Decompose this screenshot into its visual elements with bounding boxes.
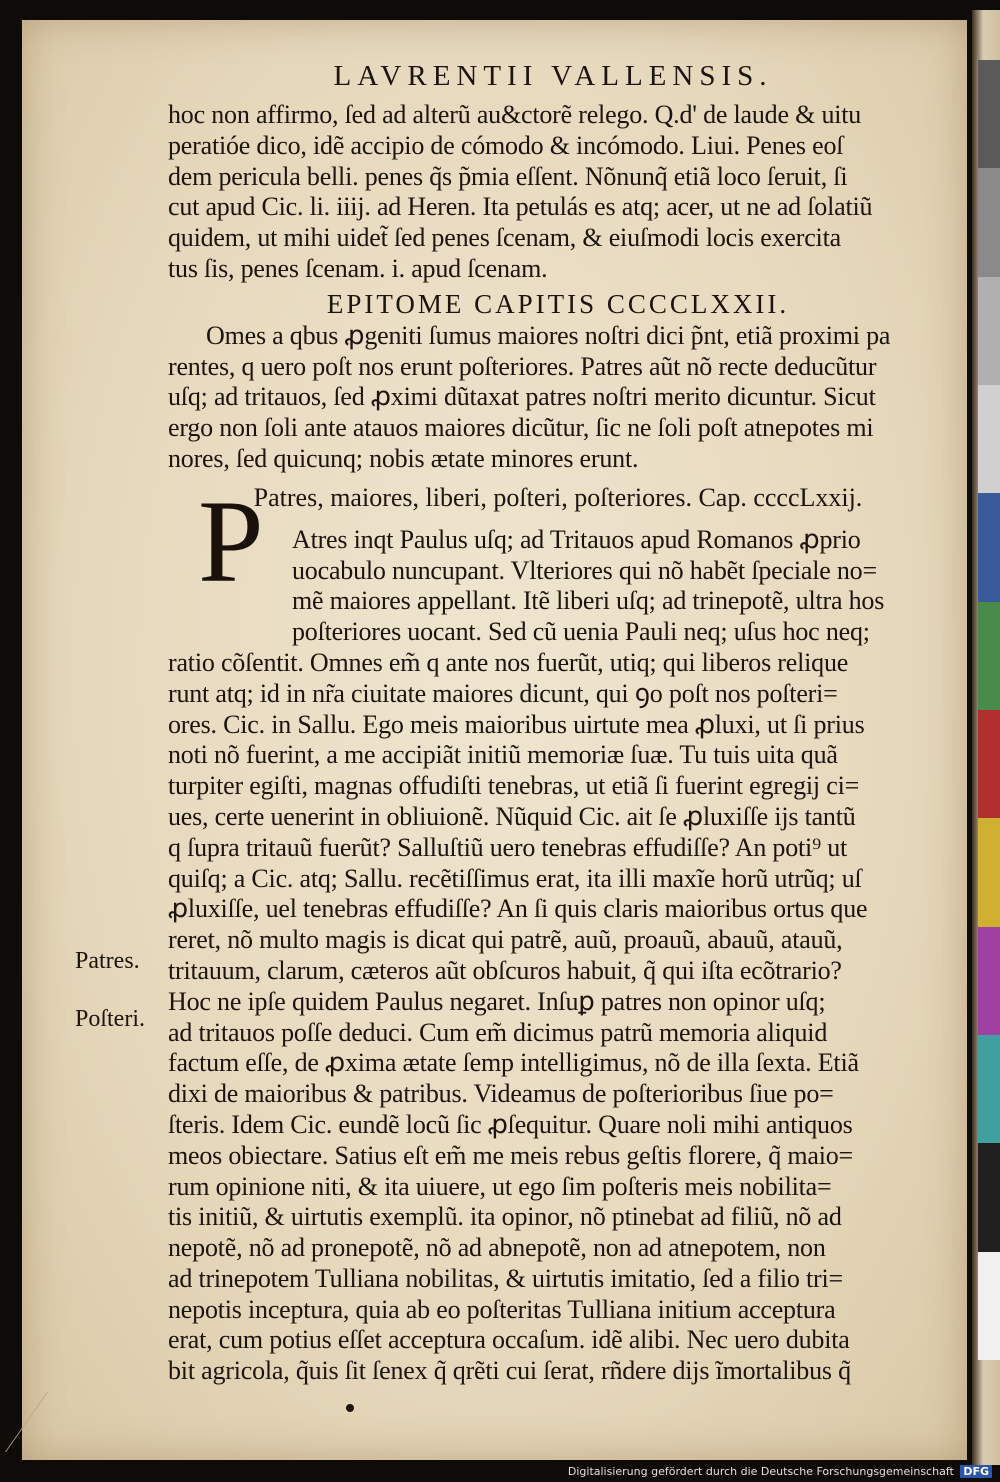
text-line: peratióe dico, idẽ accipio de cómodo & incómodo. Liui. Penes eoſ (168, 130, 844, 160)
text-line: factum eſſe, de ꝓxima ætate ſemp intelligimus, nõ de illa ſexta. Etiã (168, 1048, 859, 1078)
text-line: cut apud Cic. li. iiij. ad Heren. Ita petulás es atq; acer, ut ne ad ſolatiũ (168, 192, 873, 222)
text-line: nepotis inceptura, quia ab eo poſteritas Tulliana initium acceptura (168, 1294, 836, 1324)
footer-text: Digitalisierung gefördert durch die Deutsche Forschungsgemeinschaft (567, 1465, 954, 1478)
margin-note-posteri: Poſteri. (75, 1006, 145, 1032)
text-line: mẽ maiores appellant. Itẽ liberi uſq; ad trinepotẽ, ultra hos (292, 586, 885, 616)
color-calibration-strip (978, 60, 1000, 1360)
text-line: bit agricola, q̃uis ſit ſenex q̃ qrẽti cui ſerat, rñdere dijs ĩmortalibus q̃ (168, 1356, 851, 1386)
text-line: nepotẽ, nõ ad pronepotẽ, nõ ad abnepotẽ, non ad atnepotem, non (168, 1233, 826, 1263)
chapter-opening (168, 525, 948, 648)
drop-initial: P (198, 476, 264, 607)
epitome-heading: EPITOME CAPITIS CCCCLXXII. (326, 288, 790, 319)
text-line: meos obiectare. Satius eſt em̃ me meis rebus geſtis florere, q̃ maio= (168, 1140, 854, 1170)
text-line: tritauum, clarum, cæteros aũt obſcuros habuit, q̃ qui iſta ecõtrario? (168, 955, 842, 985)
text-line: ratio cõſentit. Omnes em̃ q ante nos fuerũt, utiq; qui liberos relique (168, 647, 849, 677)
text-line: dem pericula belli. penes q̃s p̃mia eſſent. Nõnunq̃ etiã loco ſeruit, ſi (168, 161, 848, 191)
epitome-paragraph (168, 321, 948, 475)
dfg-logo[interactable]: DFG (960, 1465, 992, 1478)
text-line: nores, ſed quicunq; nobis ætate minores erunt. (168, 443, 639, 473)
signature-mark (346, 1404, 354, 1412)
text-line: runt atq; id in nr̃a ciuitate maiores dicunt, qui ꝯo poſt nos poſteri= (168, 678, 838, 708)
body-paragraph (168, 648, 948, 1387)
text-line: uocabulo nuncupant. Vlteriores qui nõ habẽt ſpeciale no= (292, 555, 877, 585)
text-line: ſteris. Idem Cic. eundẽ locũ ſic ꝓſequitur. Quare noli mihi antiquos (168, 1109, 853, 1139)
text-line: rum opinione niti, & ita uiuere, ut ego ſim poſteris meis nobilita= (168, 1171, 832, 1201)
text-line: ues, certe uenerint in obliuionẽ. Nũquid Cic. ait ſe ꝓluxiſſe ijs tantũ (168, 801, 856, 831)
text-line: dixi de maioribus & patribus. Videamus de poſterioribus ſiue po= (168, 1079, 834, 1109)
text-line: noti nõ fuerint, a me accipiãt initiũ memoriæ ſuæ. Tu tuis uita quã (168, 740, 838, 770)
digitization-footer (568, 1465, 992, 1478)
text-line: erat, cum potius eſſet acceptura occaſum. idẽ alibi. Nec uero dubita (168, 1325, 850, 1355)
text-line: reret, nõ multo magis is dicat qui patrẽ, auũ, proauũ, abauũ, atauũ, (168, 925, 843, 955)
text-line: Atres inqt Paulus uſq; ad Tritauos apud Romanos ꝓprio (292, 524, 861, 554)
margin-note-patres: Patres. (75, 948, 140, 974)
text-line: ad tritauos poſſe deduci. Cum em̃ dicimus patrũ memoria aliquid (168, 1017, 828, 1047)
text-line: ad trinepotem Tulliana nobilitas, & uirtutis imitatio, ſed a filio tri= (168, 1263, 843, 1293)
top-paragraph (168, 100, 948, 285)
text-line: poſteriores uocant. Sed cũ uenia Pauli neq; uſus hoc neq; (292, 617, 870, 647)
text-line: ergo non ſoli ante atauos maiores dicũtur, ſic ne ſoli poſt atnepotes mi (168, 413, 874, 443)
text-line: hoc non affirmo, ſed ad alterũ au&ctorẽ relego. Q.d' de laude & uitu (168, 100, 862, 129)
text-line: Hoc ne ipſe quidem Paulus negaret. Inſuꝑ patres non opinor uſq; (168, 986, 826, 1016)
text-line: ores. Cic. in Sallu. Ego meis maioribus uirtute mea ꝓluxi, ut ſi prius (168, 709, 865, 739)
text-line: turpiter egiſti, magnas offudiſti tenebras, ut etiã ſi fuerint egregij ci= (168, 771, 860, 801)
text-line: tis initiũ, & uirtutis exemplũ. ita opinor, nõ ptinebat ad filiũ, nõ ad (168, 1202, 842, 1232)
text-line: ꝓluxiſſe, uel tenebras effudiſſe? An ſi quis claris maioribus ortus que (168, 894, 868, 924)
page-text (168, 52, 948, 1387)
text-line: quidem, ut mihi uidet̃ ſed penes ſcenam, & eiuſmodi locis exercita (168, 223, 841, 253)
chapter-heading: Patres, maiores, liberi, poſteri, poſteriores. Cap. ccccLxxij. (253, 482, 863, 512)
text-line: q ſupra tritauũ fuerũt? Salluſtiũ uero tenebras effudiſſe? An poti⁹ ut (168, 832, 848, 862)
text-line: uſq; ad tritauos, ſed ꝓximi dũtaxat patres noſtri merito dicuntur. Sicut (168, 382, 876, 412)
text-line: rentes, q uero poſt nos erunt poſteriores. Patres aũt nõ recte deducũtur (168, 351, 877, 381)
text-line: tus ſis, penes ſcenam. i. apud ſcenam. (168, 253, 548, 283)
running-header: LAVRENTII VALLENSIS. (333, 60, 773, 92)
text-line: Omes a qbus ꝓgeniti ſumus maiores noſtri dici p̃nt, etiã proximi pa (206, 320, 891, 350)
text-line: quiſq; a Cic. atq; Sallu. recẽtiſſimus erat, ita illi maxĩe horũ utrũq; uſ (168, 863, 862, 893)
